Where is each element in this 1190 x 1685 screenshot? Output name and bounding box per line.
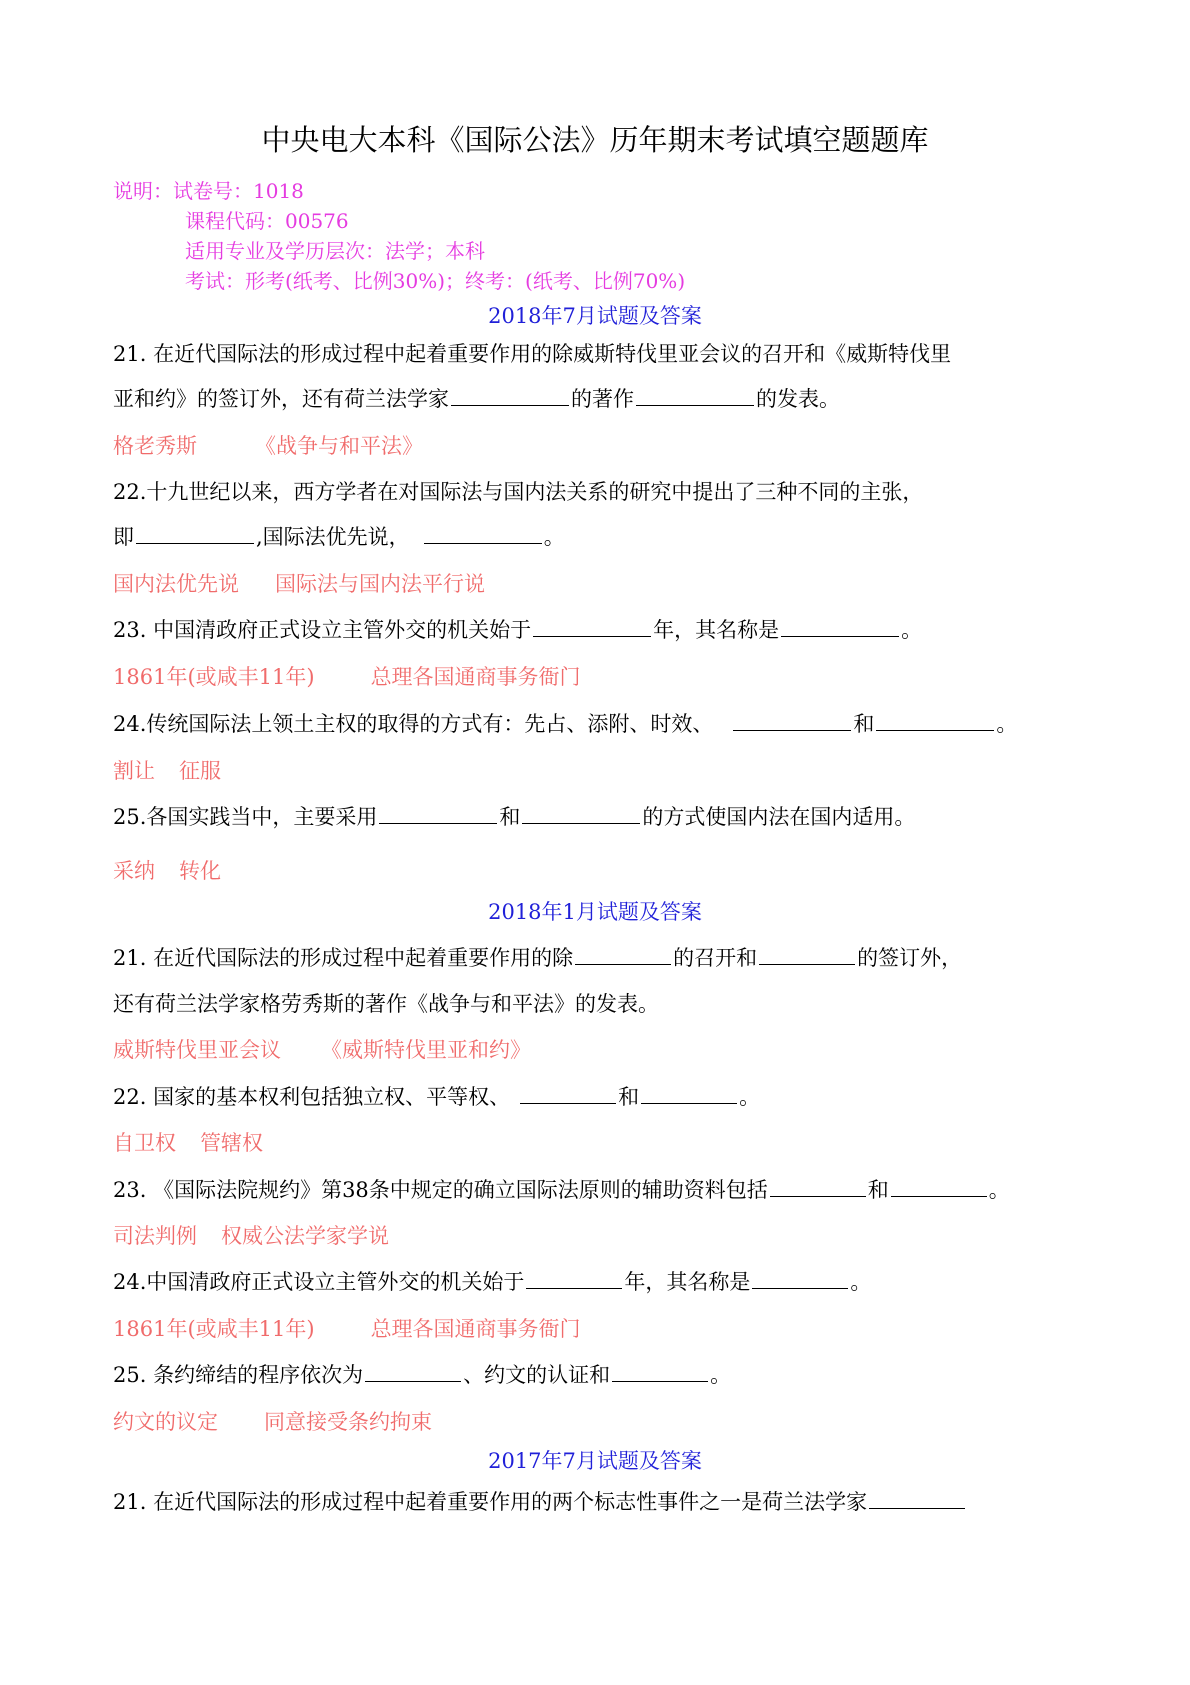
question-part: 25.各国实践当中，主要采用 [113, 805, 378, 829]
question-text [113, 340, 1103, 368]
answer-blank [451, 385, 569, 406]
question-text [113, 1361, 1103, 1389]
answer-item: 征服 [179, 759, 221, 783]
answer-blank [891, 1176, 987, 1197]
answer-text [113, 857, 221, 885]
question-part: 。 [988, 1178, 1010, 1202]
answer-blank [575, 944, 671, 965]
answer-blank [522, 803, 640, 824]
note-line-1: 说明：试卷号：1018 [113, 179, 304, 203]
answer-item: 管辖权 [200, 1131, 263, 1155]
answer-text [113, 1129, 263, 1157]
question-part: 年，其名称是 [653, 618, 780, 642]
note-line-2: 课程代码：00576 [185, 209, 349, 233]
answer-blank [365, 1361, 461, 1382]
answer-item: 采纳 [113, 859, 155, 883]
answer-item: 约文的议定 [113, 1410, 218, 1434]
question-text [113, 478, 1103, 506]
answer-blank [869, 1488, 965, 1509]
answer-item: 1861年(或咸丰11年) [113, 665, 315, 689]
answer-blank [136, 523, 254, 544]
document-title: 中央电大本科《国际公法》历年期末考试填空题题库 [261, 123, 929, 157]
answer-blank [876, 710, 994, 731]
note-line-3: 适用专业及学历层次：法学；本科 [185, 239, 485, 263]
question-part: 。 [901, 618, 923, 642]
answer-item: 同意接受条约拘束 [264, 1410, 432, 1434]
question-part: ,国际法优先说， [256, 525, 410, 549]
question-text [113, 1083, 1103, 1111]
answer-item: 自卫权 [113, 1131, 176, 1155]
answer-item: 司法判例 [113, 1224, 197, 1248]
answer-text [113, 1222, 389, 1250]
answer-blank [641, 1083, 737, 1104]
answer-text [113, 757, 221, 785]
answer-item: 国际法与国内法平行说 [275, 572, 485, 596]
question-part: 和 [867, 1178, 889, 1202]
answer-item: 总理各国通商事务衙门 [370, 1317, 581, 1341]
question-part: 年，其名称是 [624, 1270, 751, 1294]
question-part: 的召开和 [673, 946, 758, 970]
answer-blank [520, 1083, 616, 1104]
question-part: 、约文的认证和 [463, 1363, 611, 1387]
question-text [113, 710, 1103, 738]
question-part: 22.十九世纪以来，西方学者在对国际法与国内法关系的研究中提出了三种不同的主张， [113, 480, 924, 504]
answer-text [113, 432, 423, 460]
question-part: 。 [739, 1085, 761, 1109]
answer-blank [636, 385, 754, 406]
answer-item: 权威公法学家学说 [221, 1224, 389, 1248]
note-line-4: 考试：形考(纸考、比例30%)；终考：(纸考、比例70%) [185, 269, 686, 293]
answer-blank [759, 944, 855, 965]
section-heading: 2018年1月试题及答案 [488, 900, 702, 924]
answer-text [113, 570, 485, 598]
answer-item: 威斯特伐里亚会议 [113, 1038, 281, 1062]
question-part: 即 [113, 525, 134, 549]
question-part: 亚和约》的签订外，还有荷兰法学家 [113, 387, 449, 411]
question-text [113, 1488, 1103, 1516]
question-part: 和 [618, 1085, 640, 1109]
answer-text [113, 1036, 531, 1064]
question-part: 25. 条约缔结的程序依次为 [113, 1363, 364, 1387]
question-part: 的著作 [571, 387, 634, 411]
answer-item: 《战争与和平法》 [255, 434, 423, 458]
answer-blank [612, 1361, 708, 1382]
answer-item: 《威斯特伐里亚和约》 [321, 1038, 531, 1062]
question-text [113, 616, 1103, 644]
question-part: 23. 《国际法院规约》第38条中规定的确立国际法原则的辅助资料包括 [113, 1178, 768, 1202]
section-heading: 2017年7月试题及答案 [488, 1449, 702, 1473]
answer-blank [752, 1268, 848, 1289]
question-part: 23. 中国清政府正式设立主管外交的机关始于 [113, 618, 532, 642]
question-part: 还有荷兰法学家格劳秀斯的著作《战争与和平法》的发表。 [113, 992, 659, 1016]
question-part: 21. 在近代国际法的形成过程中起着重要作用的除 [113, 946, 574, 970]
question-text [113, 523, 1103, 551]
question-text [113, 1268, 1103, 1296]
question-part: 的发表。 [756, 387, 840, 411]
answer-item: 1861年(或咸丰11年) [113, 1317, 315, 1341]
answer-blank [733, 710, 851, 731]
question-part: 21. 在近代国际法的形成过程中起着重要作用的两个标志性事件之一是荷兰法学家 [113, 1490, 868, 1514]
answer-text [113, 663, 581, 691]
answer-blank [781, 616, 899, 637]
answer-item: 格老秀斯 [113, 434, 197, 458]
question-text [113, 990, 1103, 1018]
question-part: 24.中国清政府正式设立主管外交的机关始于 [113, 1270, 525, 1294]
answer-item: 转化 [179, 859, 221, 883]
section-heading: 2018年7月试题及答案 [488, 304, 702, 328]
question-part: 的方式使国内法在国内适用。 [642, 805, 916, 829]
answer-item: 国内法优先说 [113, 572, 239, 596]
question-text [113, 803, 1103, 831]
question-part: 24.传统国际法上领土主权的取得的方式有：先占、添附、时效、 [113, 712, 714, 736]
question-part: 和 [853, 712, 875, 736]
question-part: 的签订外， [857, 946, 963, 970]
question-part: 22. 国家的基本权利包括独立权、平等权、 [113, 1085, 511, 1109]
answer-blank [379, 803, 497, 824]
answer-blank [424, 523, 542, 544]
question-part: 21. 在近代国际法的形成过程中起着重要作用的除威斯特伐里亚会议的召开和《威斯特伐里 [113, 342, 952, 366]
question-text [113, 1176, 1103, 1204]
answer-blank [526, 1268, 622, 1289]
question-text [113, 385, 1103, 413]
question-part: 。 [996, 712, 1018, 736]
answer-item: 总理各国通商事务衙门 [370, 665, 581, 689]
question-part: 和 [499, 805, 521, 829]
answer-blank [533, 616, 651, 637]
answer-item: 割让 [113, 759, 155, 783]
question-part: 。 [543, 525, 565, 549]
question-part: 。 [710, 1363, 732, 1387]
answer-text [113, 1408, 432, 1436]
answer-blank [770, 1176, 866, 1197]
question-text [113, 944, 1103, 972]
question-part: 。 [850, 1270, 872, 1294]
answer-text [113, 1315, 581, 1343]
